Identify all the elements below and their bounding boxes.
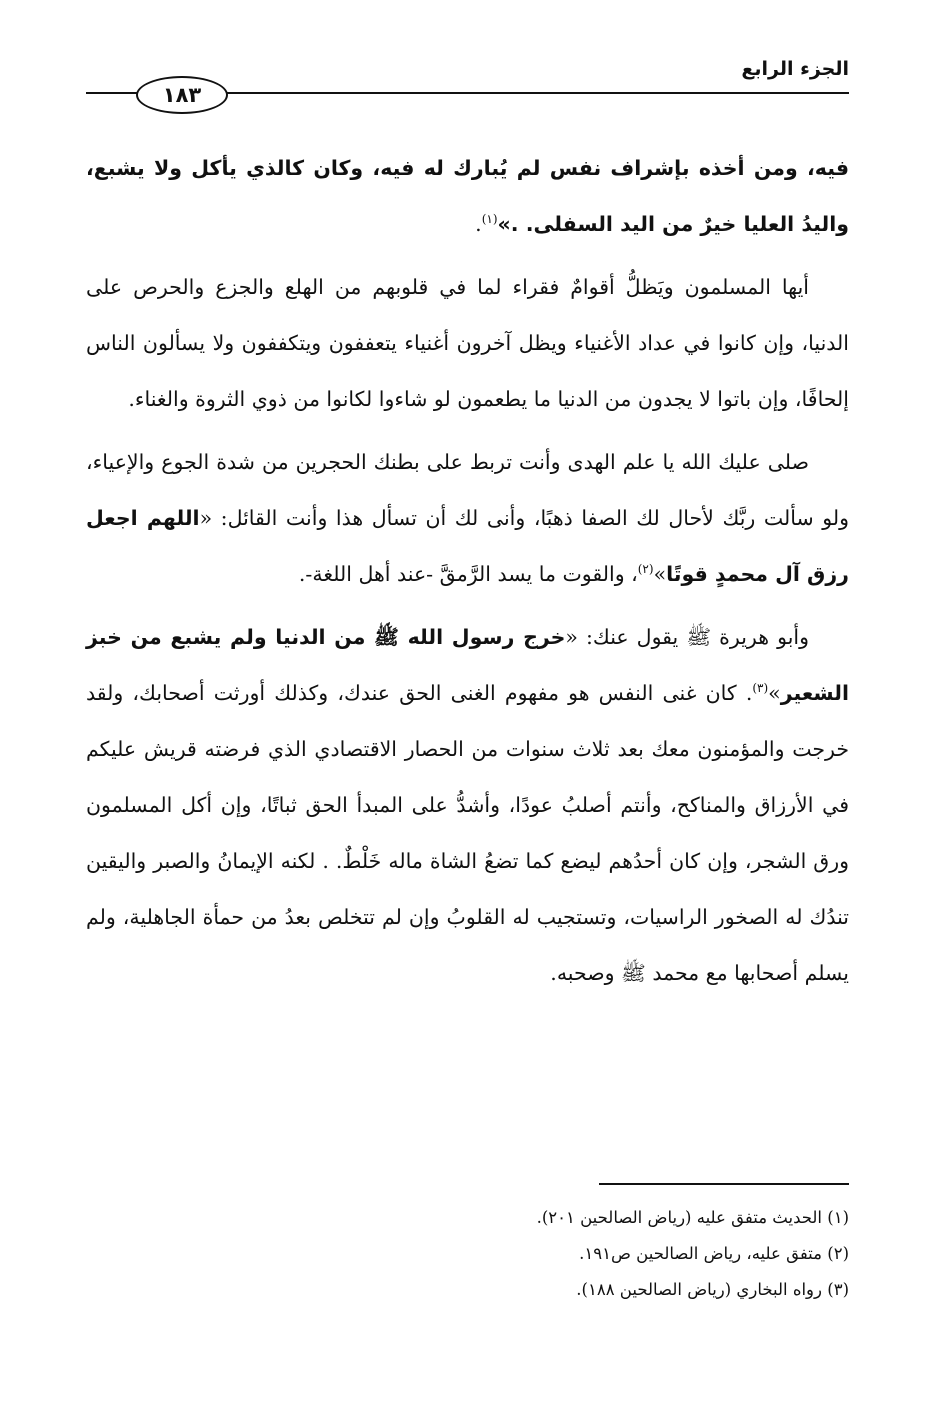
footnote-divider [599, 1183, 849, 1185]
page-header [86, 56, 849, 107]
footnote-ref-2: (٢) [637, 562, 654, 577]
footnotes [149, 1200, 849, 1308]
footnote-2: (٢) متفق عليه، رياض الصالحين ص١٩١. [579, 1244, 849, 1263]
running-head: الجزء الرابع [741, 58, 849, 80]
paragraph-4: وأبو هريرة ﷺ يقول عنك: «خرج رسول الله ﷺ من الدنيا ولم يشبع من خبز الشعير»$^{(٣)}$. كان غنى النفس هو مفهوم الغنى الحق عندك، وكذلك أورثت أصحابك، ولقد خرجت والمؤمنون معك بعد ثلاث سنوات من الحصار الاقتصادي الذي فرضته قريش عليكم في الأرزاق والمناكح، وأنتم أصلبُ عودًا، وأشدُّ على المبدأ الحق ثباتًا، وإن أكل المسلمون ورق الشجر، وإن كان أحدُهم ليضع كما تضعُ الشاة ماله خَلْطٌ. . لكنه الإيمانُ والصبر واليقين تندُك له الصخور الراسيات، وتستجيب له القلوبُ وإن لم تتخلص بعدُ من حمأة الجاهلية، ولم يسلم أصحابها مع محمد ﷺ وصحبه. [86, 625, 849, 985]
hadith-quote-2: اللهم اجعل رزق آل محمدٍ قوتًا [86, 506, 849, 586]
hadith-continuation: فيه، ومن أخذه بإشراف نفس لم يُبارك له فيه، وكان كالذي يأكل ولا يشبع، واليدُ العليا خيرٌ من اليد السفلى. .» [86, 156, 849, 236]
footnote-ref-1: (١) [481, 212, 498, 227]
page-number: ١٨٣ [136, 76, 228, 114]
footnote-3: (٣) رواه البخاري (رياض الصالحين ١٨٨). [576, 1280, 849, 1299]
body-text [86, 140, 849, 1001]
paragraph-2: أيها المسلمون ويَظلُّ أقوامٌ فقراء لما في قلوبهم من الهلع والجزع والحرص على الدنيا، وإن كانوا في عداد الأغنياء ويظل آخرون أغنياء يتعففون ويتكففون ولا يسألون الناس إلحافًا، وإن باتوا لا يجدون من الدنيا ما يطعمون لو شاءوا لكانوا من ذوي الثروة والغناء. [86, 275, 849, 411]
paragraph-1-end: . [475, 212, 482, 236]
paragraph-1 [86, 140, 849, 252]
footnote-1: (١) الحديث متفق عليه (رياض الصالحين ٢٠١). [536, 1208, 849, 1227]
hadith-quote-3: خرج رسول الله ﷺ من الدنيا ولم يشبع من خبز الشعير [86, 625, 849, 705]
footnote-ref-3: (٣) [752, 681, 769, 696]
paragraph-3: صلى عليك الله يا علم الهدى وأنت تربط على بطنك الحجرين من شدة الجوع والإعياء، ولو سألت ربَّك لأحال لك الصفا ذهبًا، وأنى لك أن تسأل هذا وأنت القائل: «اللهم اجعل رزق آل محمدٍ قوتًا»$^{(٢)}$، والقوت ما يسد الرَّمقَّ -عند أهل اللغة-. [86, 450, 849, 586]
